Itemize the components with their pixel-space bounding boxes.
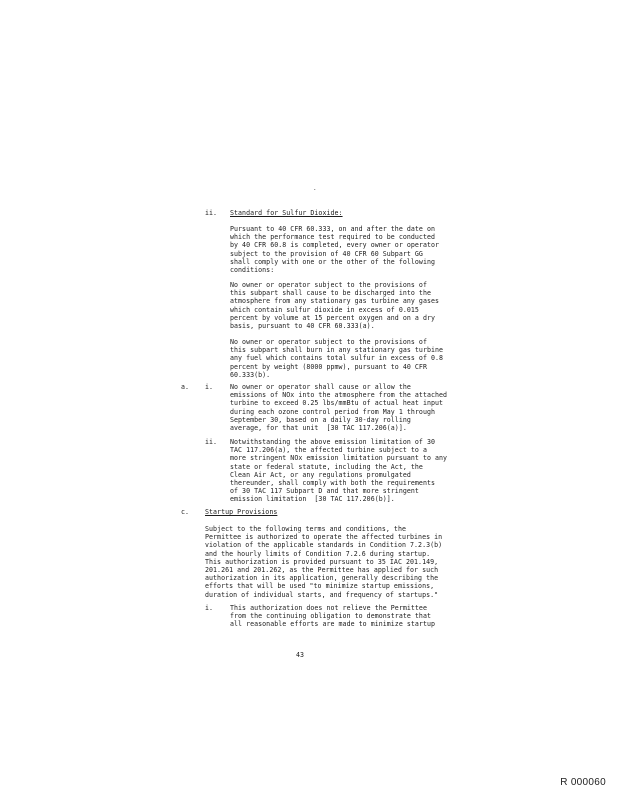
sulfur-dioxide-heading: Standard for Sulfur Dioxide:	[230, 209, 343, 217]
item-a-ii-marker: ii.	[205, 438, 217, 446]
notwithstanding-paragraph: Notwithstanding the above emission limitation of 30 TAC 117.206(a), the affected turbine subject to a more stringent NOx emission limitation pursuant to any state or federal statute, including the Act, the Clean Air Act, or any regulations promulgated thereunder, shall comply with both the requirements of 30 TAC 117 Subpart D and that more stringent emission limitation [30 TAC 117.206(b)].	[230, 438, 448, 504]
sulfur-dioxide-condition-b: No owner or operator subject to the provisions of this subpart shall burn in any stationary gas turbine any fuel which contains total sulfur in excess of 0.8 percent by weight (8000 ppmw), pursuant to 40 CFR 60.333(b).	[230, 338, 444, 379]
page-number: 43	[296, 651, 304, 659]
item-a-letter: a.	[181, 383, 189, 391]
item-c-letter: c.	[181, 508, 189, 516]
stray-mark: .	[313, 185, 317, 192]
sulfur-dioxide-intro: Pursuant to 40 CFR 60.333, on and after the date on which the performance test required to be conducted by 40 CFR 60.8 is completed, every owner or operator subject to the provision of 40 CFR 60 Subpart GG shall comply with one or the other of the following conditions:	[230, 225, 440, 275]
item-a-i-marker: i.	[205, 383, 213, 391]
item-ii-marker: ii.	[205, 209, 217, 217]
nox-limit-paragraph: No owner or operator shall cause or allow the emissions of NOx into the atmosphere from the attached turbine to exceed 0.25 lbs/mmBtu of actual heat input during each ozone control period from May 1 through September 30, based on a daily 30-day rolling average, for that unit [30 TAC 117.206(a)].	[230, 383, 448, 433]
startup-provisions-paragraph: Subject to the following terms and conditions, the Permittee is authorized to operate the affected turbines in violation of the applicable standards in Condition 7.2.3(b) and the hourly limits of Condition 7.2.6 during startup. This authorization is provided pursuant to 35 IAC 201.149, 201.261 and 201.262, as the Permittee has applied for such authorization in its application, generally describing the efforts that will be used "to minimize startup emissions, duration of individual starts, and frequency of startups."	[205, 525, 443, 599]
startup-provisions-heading: Startup Provisions	[205, 508, 278, 516]
startup-sub-i-marker: i.	[205, 604, 213, 612]
sulfur-dioxide-condition-a: No owner or operator subject to the provisions of this subpart shall cause to be discharged into the atmosphere from any stationary gas turbine any gases which contain sulfur dioxide in excess of 0.015 percent by volume at 15 percent oxygen and on a dry basis, pursuant to 40 CFR 60.333(a).	[230, 281, 440, 331]
bates-number: R 000060	[560, 777, 606, 788]
startup-sub-i-paragraph: This authorization does not relieve the Permittee from the continuing obligation to demonstrate that all reasonable efforts are made to minimize startup	[230, 604, 436, 629]
